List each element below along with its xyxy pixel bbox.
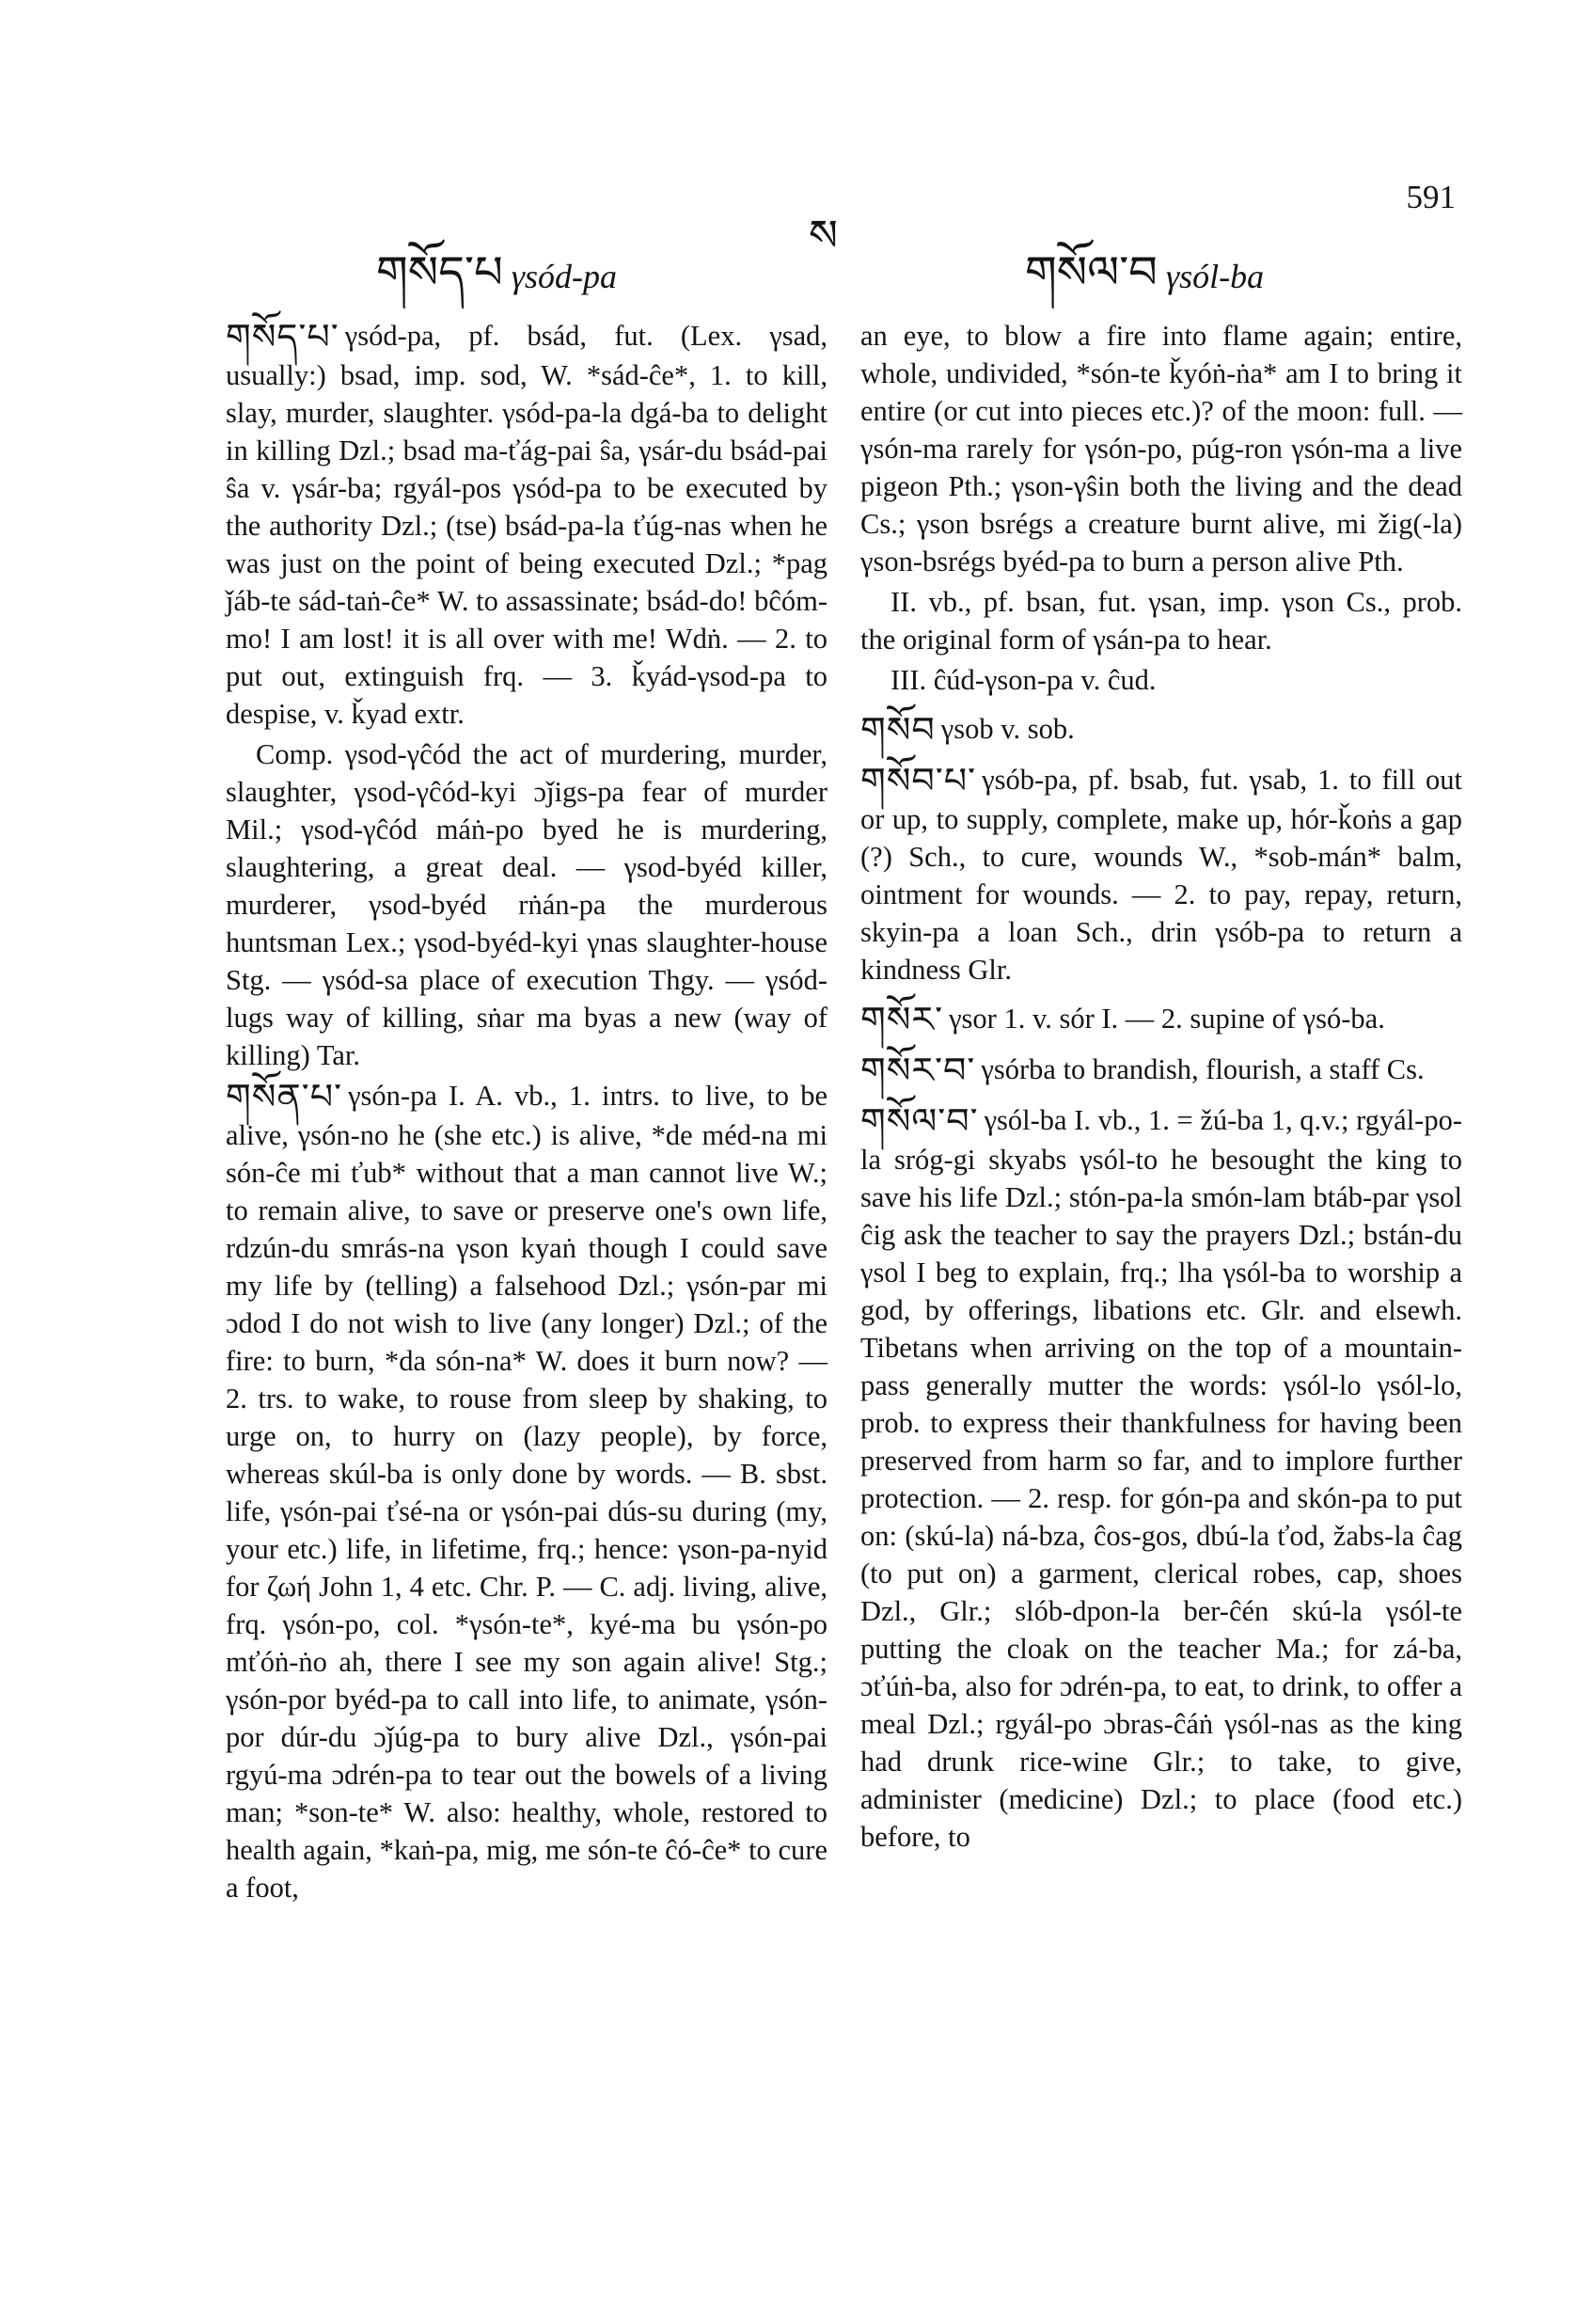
entry-gsob — [860, 710, 1462, 750]
entry-gson-ii: II. vb., pf. bsan, fut. γsan, imp. γson Cs., prob. the original form of γsán-pa to hear. — [860, 586, 1462, 656]
headword-tibetan: གསོར་ — [860, 1001, 944, 1040]
headword-tibetan: གསོབ་པ་ — [860, 762, 977, 801]
entry-text: γsob v. sob. — [940, 713, 1075, 745]
entry-gsor — [860, 1000, 1462, 1039]
entry-gsor-ba — [860, 1051, 1462, 1090]
headword-tibetan: གསོད་པ་ — [226, 318, 339, 357]
entry-gsol-ba — [860, 1101, 1462, 1856]
running-head-left-translit: γsód-pa — [511, 258, 618, 295]
running-head-left-tibetan: གསོད་པ — [376, 248, 503, 298]
entry-text: γsól-ba I. vb., 1. = žú-ba 1, q.v.; rgyál-po-la sróg-gi skyabs γsól-to he besought the king to save his life Dzl.; stón-pa-la smón-lam btáb-par γsol ĉig ask the teacher to say the prayers Dzl.; bstán-du γsol I beg to explain, frq.; lha γsól-ba to worship a god, by offerings, libations etc. Glr. and elsewh. Tibetans when arriving on the top of a mountain-pass generally mutter the words: γsól-lo γsól-lo, prob. to express their thankfulness for having been preserved from harm so far, and to implore further protection. — 2. resp. for gón-pa and skón-pa to put on: (skú-la) ná-bza, ĉos-gos, dbú-la ťod, žabs-la ĉag (to put on) a garment, clerical robes, cap, shoes Dzl., Glr.; slób-dpon-la ber-ĉén skú-la γsól-te putting the cloak on the teacher Ma.; for zá-ba, ɔťúṅ-ba, also for ɔdrén-pa, to eat, to drink, to offer a meal Dzl.; rgyál-po ɔbras-ĉáṅ γsól-nas as the king had drunk rice-wine Glr.; to take, to give, administer (medicine) Dzl.; to place (food etc.) before, to — [860, 1104, 1462, 1853]
entry-gson-iii: III. ĉúd-γson-pa v. ĉud. — [890, 664, 1157, 696]
headword-tibetan: གསོན་པ་ — [226, 1078, 343, 1117]
section-letter-tibetan: ས — [809, 212, 839, 260]
entry-gson-pa — [226, 1077, 827, 1906]
entry-text: γsor 1. v. sór I. — 2. supine of γsó-ba. — [949, 1003, 1385, 1035]
running-head-right-tibetan: གསོལ་བ — [1025, 248, 1158, 298]
headword-tibetan: གསོལ་བ་ — [860, 1102, 979, 1142]
entry-text: γsód-pa, pf. bsád, fut. (Lex. γsad, usually:) bsad, imp. sod, W. *sád-ĉe*, 1. to kill, slay, murder, slaughter. γsód-pa-la dgá-ba to delight in killing Dzl.; bsad ma-ťág-pai ŝa, γsár-du bsád-pai ŝa v. γsár-ba; rgyál-pos γsód-pa to be executed by the authority Dzl.; (tse) bsád-pa-la ťúg-nas when he was just on the point of being executed Dzl.; *pag ǰáb-te sád-taṅ-ĉe* W. to assassinate; bsád-do! bĉóm-mo! I am lost! it is all over with me! Wdṅ. — 2. to put out, extinguish frq. — 3. ǩyád-γsod-pa to despise, v. ǩyad extr. — [226, 320, 827, 730]
entry-gsod-compounds: Comp. γsod-γĉód the act of murdering, murder, slaughter, γsod-γĉód-kyi ɔǰigs-pa fear of murder Mil.; γsod-γĉód máṅ-po byed he is murdering, slaughtering, a great deal. — γsod-byéd killer, murderer, γsod-byéd rṅán-pa the murderous huntsman Lex.; γsod-byéd-kyi γnas slaughter-house Stg. — γsód-sa place of execution Thgy. — γsód-lugs way of killing, sṅar ma byas a new (way of killing) Tar. — [226, 738, 827, 1071]
entry-text: γsób-pa, pf. bsab, fut. γsab, 1. to fill out or up, to supply, complete, make up, hór-ǩoṅs a gap (?) Sch., to cure, wounds W., *sob-mán* balm, ointment for wounds. — 2. to pay, repay, return, skyin-pa a loan Sch., drin γsób-pa to return a kindness Glr. — [860, 764, 1462, 986]
entry-gsod-pa — [226, 317, 827, 733]
entry-gsob-pa — [860, 761, 1462, 988]
headword-tibetan: གསོབ — [860, 711, 936, 751]
right-column — [860, 317, 1462, 1856]
page-number: 591 — [1406, 179, 1456, 215]
entry-text: γsórba to brandish, flourish, a staff Cs. — [981, 1053, 1425, 1085]
entry-text: γsón-pa I. A. vb., 1. intrs. to live, to be alive, γsón-no he (she etc.) is alive, *de méd-na mi són-ĉe mi ťub* without that a man cannot live W.; to remain alive, to save or preserve one's own life, rdzún-du smrás-na γson kyaṅ though I could save my life by (telling) a falsehood Dzl.; γsón-par mi ɔdod I do not wish to live (any longer) Dzl.; of the fire: to burn, *da són-na* W. does it burn now? — 2. trs. to wake, to rouse from sleep by shaking, to urge on, to hurry on (lazy people), by force, whereas skúl-ba is only done by words. — B. sbst. life, γsón-pai ťsé-na or γsón-pai dús-su during (my, your etc.) life, in lifetime, frq.; hence: γson-pa-nyid for ζωή John 1, 4 etc. Chr. P. — C. adj. living, alive, frq. γsón-po, col. *γsón-te*, kyé-ma bu γsón-po mťóṅ-ṅo ah, there I see my son again alive! Stg.; γsón-por byéd-pa to call into life, to animate, γsón-por dúr-du ɔǰúg-pa to bury alive Dzl., γsón-pai rgyú-ma ɔdrén-pa to tear out the bowels of a living man; *son-te* W. also: healthy, whole, restored to health again, *kaṅ-pa, mig, me són-te ĉó-ĉe* to cure a foot, — [226, 1080, 827, 1904]
entry-gson-continued: an eye, to blow a fire into flame again; entire, whole, undivided, *són-te ǩyóṅ-ṅa* am I to bring it entire (or cut into pieces etc.)? of the moon: full. — γsón-ma rarely for γsón-po, púg-ron γsón-ma a live pigeon Pth.; γson-γŝin both the living and the dead Cs.; γson bsrégs a creature burnt alive, mi žig(-la) γson-bsrégs byéd-pa to burn a person alive Pth. — [860, 320, 1462, 577]
headword-tibetan: གསོར་བ་ — [860, 1051, 976, 1091]
running-head-right-translit: γsól-ba — [1165, 258, 1265, 295]
left-column — [226, 317, 827, 1906]
